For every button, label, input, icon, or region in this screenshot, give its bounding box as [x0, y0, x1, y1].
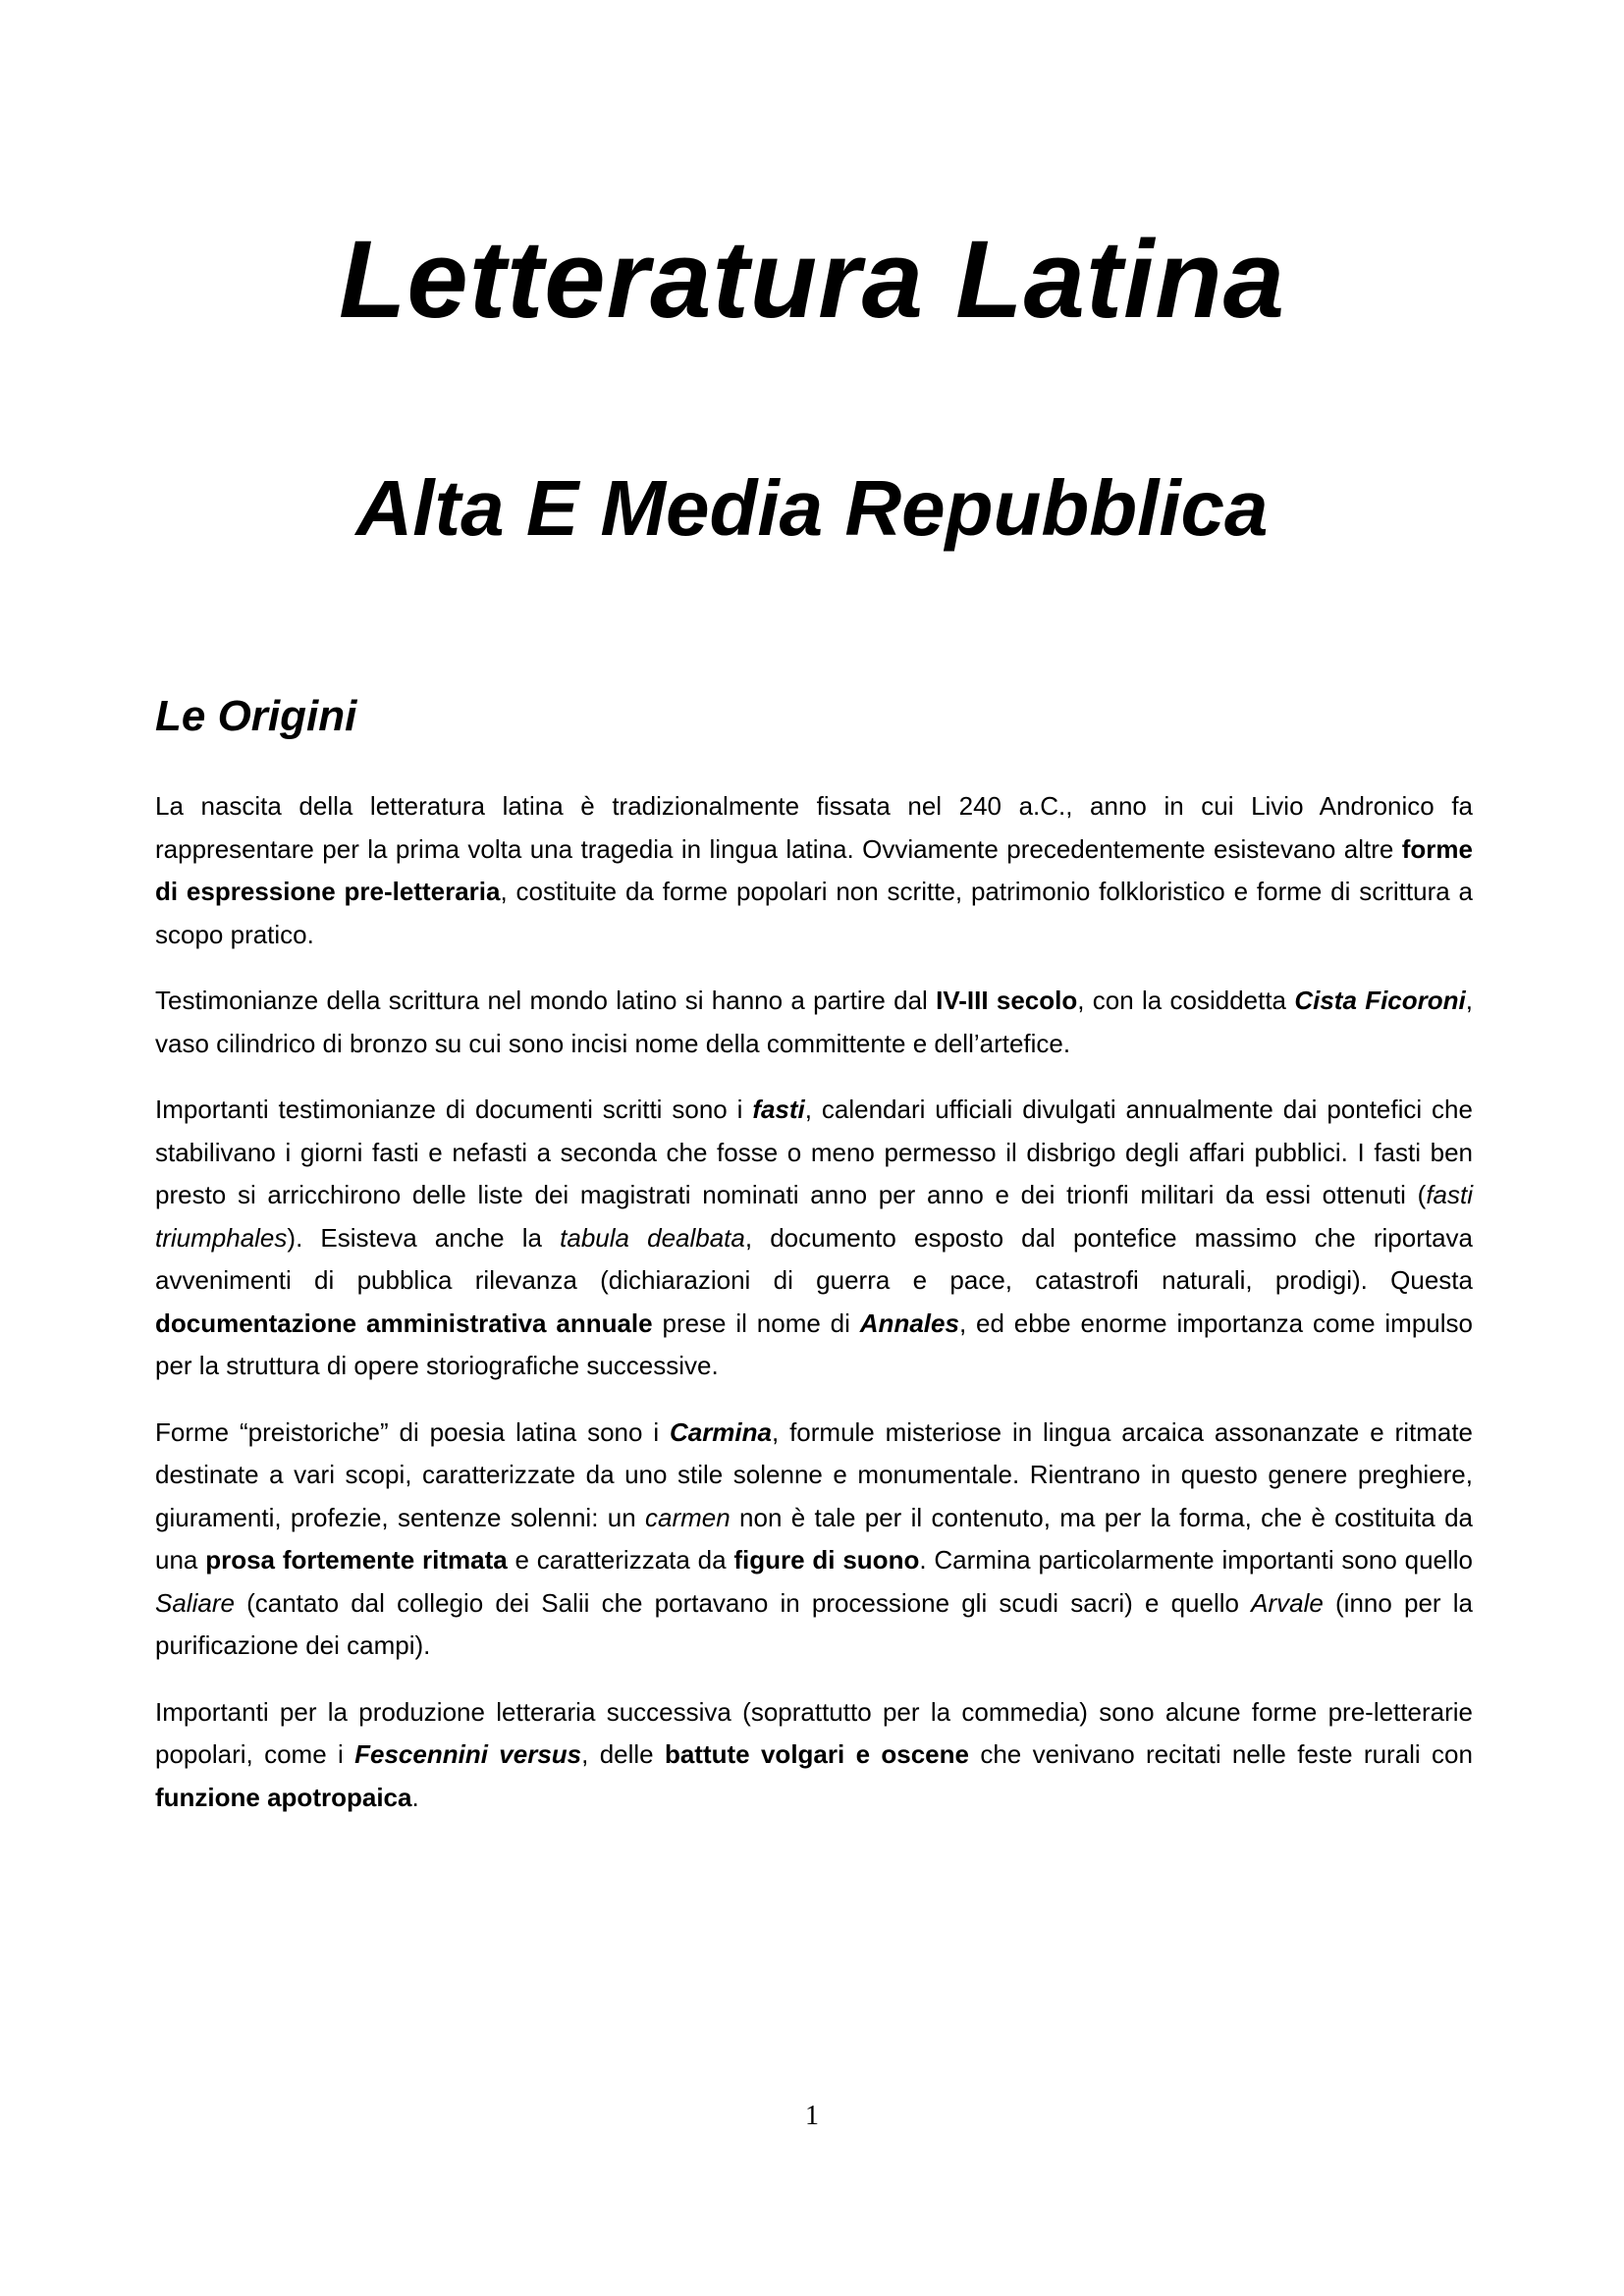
emphasis-text: figure di suono — [733, 1545, 920, 1575]
emphasis-text: fasti triumphales — [155, 1180, 1473, 1253]
emphasis-text: fasti — [752, 1095, 805, 1124]
emphasis-text: Fescennini versus — [354, 1739, 582, 1769]
text-run: , costituite da forme popolari non scritte, patrimonio folkloristico e forme di scrittura a scopo pratico. — [155, 877, 1473, 949]
emphasis-text: forme di espressione pre-letteraria — [155, 833, 1473, 906]
text-run: , documento esposto dal pontefice massimo che riportava avvenimenti di pubblica rilevanza (dichiarazioni di guerra e pace, catastrofi naturali, prodigi). Questa — [155, 1222, 1473, 1295]
emphasis-text: documentazione amministrativa annuale — [155, 1308, 653, 1338]
text-run: , vaso cilindrico di bronzo su cui sono incisi nome della committente e dell’artefice. — [155, 986, 1473, 1058]
text-run: Importanti testimonianze di documenti scritti sono i — [155, 1095, 753, 1124]
text-run: La nascita della letteratura latina è tradizionalmente fissata nel 240 a.C., anno in cui Livio Andronico fa rappresentare per la prima volta una tragedia in lingua latina. Ovviamente precedentemente esistevano altre — [155, 791, 1473, 864]
text-run: , delle — [581, 1739, 665, 1769]
text-run: , formule misteriose in lingua arcaica assonanzate e ritmate destinate a vari scopi, caratterizzate da uno stile solenne e monumentale. Rientrano in questo genere preghiere, giuramenti, profezie, sentenze solenni: un — [155, 1416, 1473, 1532]
emphasis-text: funzione apotropaica — [155, 1782, 412, 1812]
text-run: e caratterizzata da — [507, 1545, 734, 1575]
text-run: . Carmina particolarmente importanti sono quello — [919, 1545, 1474, 1575]
text-run: ). Esisteva anche la — [287, 1222, 561, 1253]
text-run: non è tale per il contenuto, ma per la forma, che è costituita da una — [155, 1502, 1473, 1575]
text-run: prese il nome di — [652, 1308, 860, 1338]
section-heading: Le Origini — [155, 692, 357, 740]
text-run: . — [411, 1782, 419, 1812]
text-run: Forme “preistoriche” di poesia latina sono i — [155, 1416, 670, 1447]
emphasis-text: Cista Ficoroni — [1294, 986, 1466, 1015]
text-run: (inno per la purificazione dei campi). — [155, 1587, 1473, 1660]
text-run: , calendari ufficiali divulgati annualmente dai pontefici che stabilivano i giorni fasti e nefasti a seconda che fosse o meno permesso il disbrigo degli affari pubblici. I fasti ben presto si arricchirono delle liste dei magistrati nominati anno per anno e dei trionfi militari da essi ottenuti ( — [155, 1095, 1473, 1209]
paragraph — [155, 1089, 1473, 1388]
emphasis-text: prosa fortemente ritmata — [205, 1545, 508, 1575]
emphasis-text: battute volgari e oscene — [664, 1739, 969, 1769]
emphasis-text: tabula dealbata — [560, 1222, 745, 1253]
document-title: Letteratura Latina — [339, 218, 1285, 341]
emphasis-text: Annales — [859, 1308, 959, 1338]
emphasis-text: Arvale — [1251, 1587, 1324, 1618]
text-run: , con la cosiddetta — [1077, 986, 1295, 1015]
emphasis-text: Saliare — [155, 1587, 235, 1618]
body-text — [155, 785, 1473, 1819]
emphasis-text: IV-III secolo — [936, 986, 1078, 1015]
text-run: , ed ebbe enorme importanza come impulso per la struttura di opere storiografiche successive. — [155, 1308, 1473, 1380]
paragraph — [155, 785, 1473, 956]
paragraph — [155, 1691, 1473, 1820]
document-subtitle: Alta E Media Repubblica — [355, 464, 1269, 552]
paragraph — [155, 980, 1473, 1065]
text-run: (cantato dal collegio dei Salii che portavano in processione gli scudi sacri) e quello — [234, 1587, 1252, 1618]
text-run: Importanti per la produzione letteraria successiva (soprattutto per la commedia) sono alcune forme pre-letterarie popolari, come i — [155, 1696, 1473, 1769]
text-run: che venivano recitati nelle feste rurali con — [968, 1739, 1473, 1769]
emphasis-text: Carmina — [669, 1416, 772, 1447]
emphasis-text: carmen — [645, 1502, 731, 1532]
paragraph — [155, 1412, 1473, 1668]
page-number: 1 — [805, 2101, 819, 2131]
text-run: Testimonianze della scrittura nel mondo latino si hanno a partire dal — [155, 986, 937, 1015]
